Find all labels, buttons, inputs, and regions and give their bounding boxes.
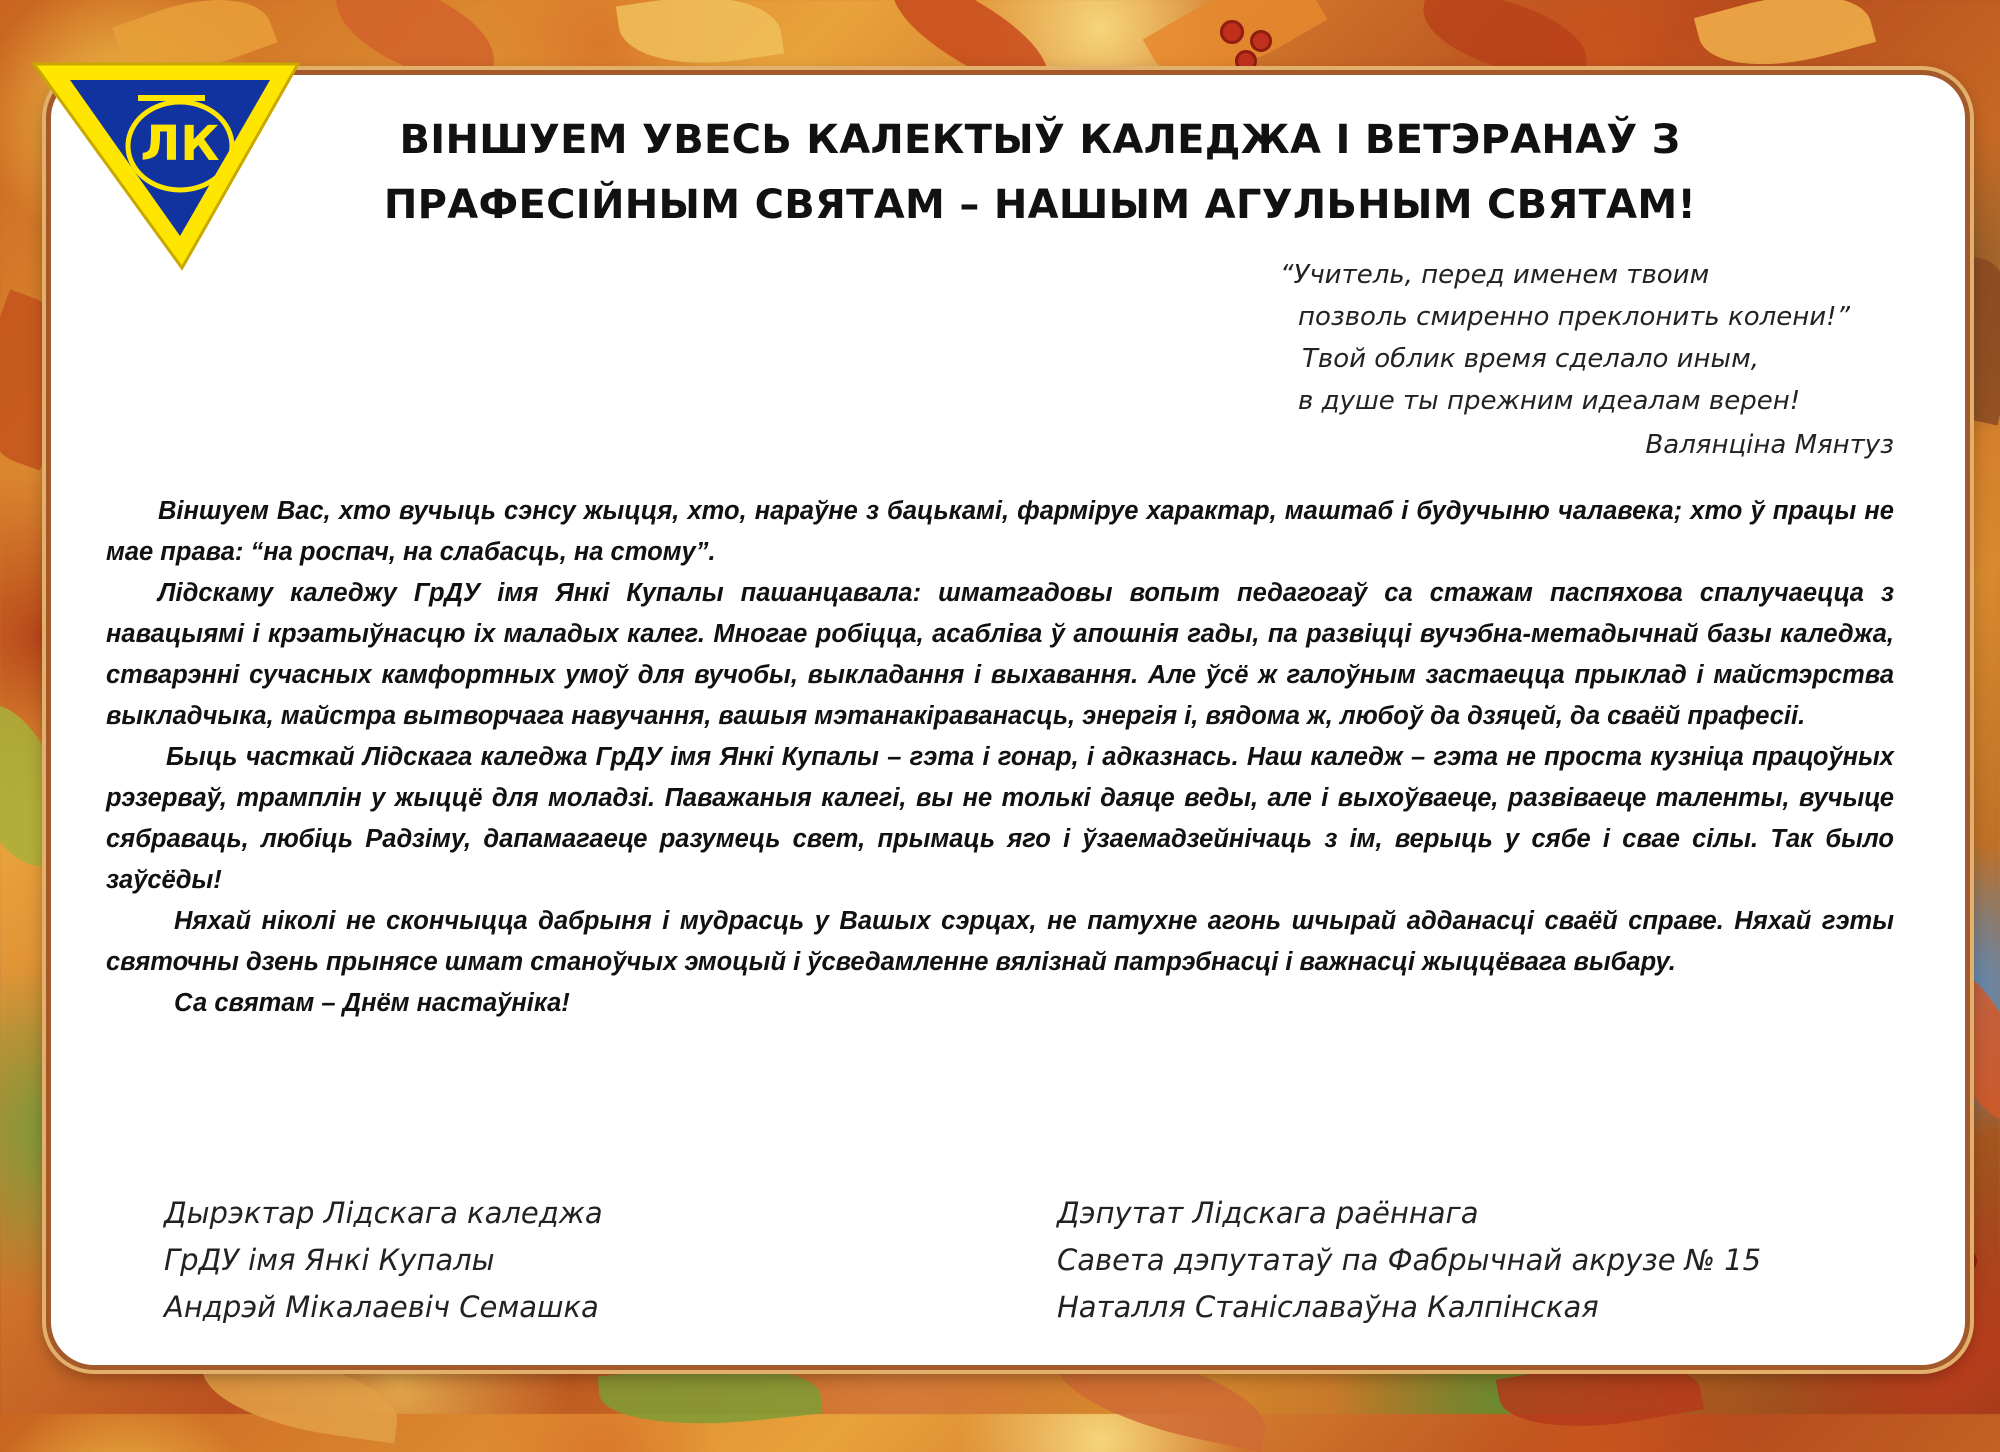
signature-line: Андрэй Мікалаевіч Семашка [164, 1290, 599, 1324]
body-paragraph: Няхай ніколі не скончыцца дабрыня і мудрасць у Вашых сэрцах, не патухне агонь шчырай адданасці сваёй справе. Няхай гэты святочны дзень прынясе шмат станоўчых эмоцый і ўсведамленне вялізнай патрэбнасці і важнасці жыццёвага выбару. [106, 907, 1894, 976]
body-paragraph: Віншуем Вас, хто вучыць сэнсу жыцця, хто, нараўне з бацькамі, фарміруе характар, маштаб і будучыню чалавека; хто ў працы не мае права: “на роспач, на слабасць, на стому”. [106, 497, 1894, 566]
epigraph-line: “Учитель, перед именем твоим [1280, 260, 1710, 290]
body-paragraph: Быць часткай Лідскага каледжа ГрДУ імя Янкі Купалы – гэта і гонар, і адказнась. Наш каледж – гэта не проста кузніца працоўных рэзерваў, трамплін у жыццё для моладзі. Паважаныя калегі, вы не толькі даяце веды, але і выхоўваеце, развіваеце таленты, вучыце сябраваць, любіць Радзіму, дапамагаеце разумець свет, прымаць яго і ўзаемадзейнічаць з ім, верыць у сябе і свае сілы. Так было заўсёды! [106, 743, 1894, 894]
signature-line: Наталля Станіславаўна Калпінская [1057, 1290, 1599, 1324]
greeting-body [106, 491, 1894, 1024]
page-title [240, 108, 1840, 238]
signature-deputy [1057, 1190, 1761, 1331]
epigraph-line: в душе ты прежним идеалам верен! [1298, 386, 1801, 416]
title-line: ПРАФЕСІЙНЫМ СВЯТАМ – НАШЫМ АГУЛЬНЫМ СВЯТАМ! [383, 182, 1697, 228]
epigraph-line: позволь смиренно преклонить колени!” [1298, 302, 1851, 332]
epigraph-author: Валянціна Мянтуз [1645, 430, 1894, 460]
epigraph [1240, 254, 1900, 466]
title-line: ВІНШУЕМ УВЕСЬ КАЛЕКТЫЎ КАЛЕДЖА І ВЕТЭРАНАЎ З [399, 117, 1681, 163]
body-paragraph: Лідскаму каледжу ГрДУ імя Янкі Купалы пашанцавала: шматгадовы вопыт педагогаў са стажам паспяхова спалучаецца з навацыямі і крэатыўнасцю іх маладых калег. Многае робіцца, асабліва ў апошнія гады, па развіцці вучэбна-метадычнай базы каледжа, стварэнні сучасных камфортных умоў для вучобы, выкладання і выхавання. Але ўсё ж галоўным застаецца прыклад і майстэрства выкладчыка, майстра вытворчага навучання, вашыя мэтанакіраванасць, энергія і, вядома ж, любоў да дзяцей, да сваёй прафесіі. [106, 579, 1894, 730]
signature-line: Дырэктар Лідскага каледжа [164, 1196, 603, 1230]
logo-letters: ЛК [140, 116, 220, 172]
signature-line: ГрДУ імя Янкі Купалы [164, 1243, 495, 1277]
signature-line: Дэпутат Лідскага раённага [1057, 1196, 1479, 1230]
closing-line: Са святам – Днём настаўніка! [174, 989, 570, 1017]
signature-line: Савета дэпутатаў па Фабрычнай акрузе № 15 [1057, 1243, 1762, 1277]
signature-director [164, 1190, 603, 1331]
epigraph-line: Твой облик время сделало иным, [1302, 344, 1759, 374]
